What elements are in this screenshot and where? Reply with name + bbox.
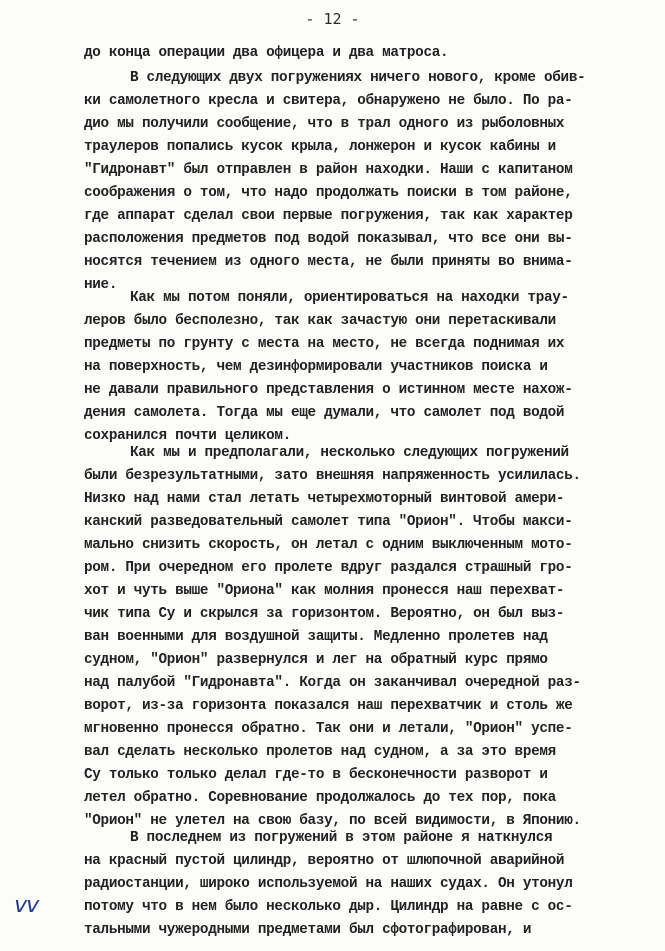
text-line: радиостанции, широко используемой на наших судах. Он утонул: [84, 876, 573, 892]
handwritten-margin-mark: vv: [11, 893, 41, 918]
text-line: носятся течением из одного места, не были приняты во внима-: [84, 254, 573, 270]
text-line: хот и чуть выше "Ориона" как молния пронесся наш перехват-: [84, 583, 565, 599]
text-line: до конца операции два офицера и два матроса.: [84, 45, 449, 61]
text-line: ние.: [84, 277, 118, 293]
text-line: чик типа Су и скрылся за горизонтом. Вероятно, он был выз-: [84, 606, 565, 622]
text-line: были безрезультатными, зато внешняя напряженность усилилась.: [84, 468, 581, 484]
text-line: В следующих двух погружениях ничего нового, кроме обив-: [130, 70, 586, 86]
text-line: Низко над нами стал летать четырехмоторный винтовой амери-: [84, 491, 565, 507]
text-line: ром. При очередном его пролете вдруг раздался страшный гро-: [84, 560, 573, 576]
text-line: ван военными для воздушной защиты. Медленно пролетев над: [84, 629, 548, 645]
text-line: ки самолетного кресла и свитера, обнаружено не было. По ра-: [84, 93, 573, 109]
text-line: дения самолета. Тогда мы еще думали, что самолет под водой: [84, 405, 565, 421]
page-number: - 12 -: [305, 10, 360, 28]
text-line: леров было бесполезно, так как зачастую они перетаскивали: [84, 313, 556, 329]
text-line: мгновенно пронесся обратно. Так они и летали, "Орион" успе-: [84, 721, 573, 737]
text-line: Су только только делал где-то в бесконечности разворот и: [84, 767, 548, 783]
text-line: над палубой "Гидронавта". Когда он заканчивал очередной раз-: [84, 675, 581, 691]
text-line: на поверхность, чем дезинформировали участников поиска и: [84, 359, 548, 375]
text-line: расположения предметов под водой показывал, что все они вы-: [84, 231, 573, 247]
text-line: вал сделать несколько пролетов над судном, а за это время: [84, 744, 556, 760]
text-line: ворот, из-за горизонта показался наш перехватчик и столь же: [84, 698, 573, 714]
text-line: траулеров попались кусок крыла, лонжерон и кусок кабины и: [84, 139, 556, 155]
text-line: Как мы потом поняли, ориентироваться на находки трау-: [130, 290, 569, 306]
text-line: соображения о том, что надо продолжать поиски в том районе,: [84, 185, 573, 201]
text-line: В последнем из погружений в этом районе я наткнулся: [130, 830, 553, 846]
text-line: Как мы и предполагали, несколько следующих погружений: [130, 445, 569, 461]
text-line: сохранился почти целиком.: [84, 428, 291, 444]
text-line: где аппарат сделал свои первые погружения, так как характер: [84, 208, 573, 224]
text-line: на красный пустой цилиндр, вероятно от шлюпочной аварийной: [84, 853, 565, 869]
text-line: потому что в нем было несколько дыр. Цилиндр на равне с ос-: [84, 899, 573, 915]
text-line: не давали правильного представления о истинном месте нахож-: [84, 382, 573, 398]
text-line: дио мы получили сообщение, что в трал одного из рыболовных: [84, 116, 565, 132]
text-line: предметы по грунту с места на место, не всегда поднимая их: [84, 336, 565, 352]
text-line: летел обратно. Соревнование продолжалось до тех пор, пока: [84, 790, 556, 806]
text-line: судном, "Орион" развернулся и лег на обратный курс прямо: [84, 652, 548, 668]
text-line: "Гидронавт" был отправлен в район находки. Наши с капитаном: [84, 162, 573, 178]
text-line: "Орион" не улетел на свою базу, по всей видимости, в Японию.: [84, 813, 581, 829]
text-line: мально снизить скорость, он летал с одним выключенным мото-: [84, 537, 573, 553]
text-line: канский разведовательный самолет типа "Орион". Чтобы макси-: [84, 514, 573, 530]
text-line: тальными чужеродными предметами был сфотографирован, и: [84, 922, 532, 938]
